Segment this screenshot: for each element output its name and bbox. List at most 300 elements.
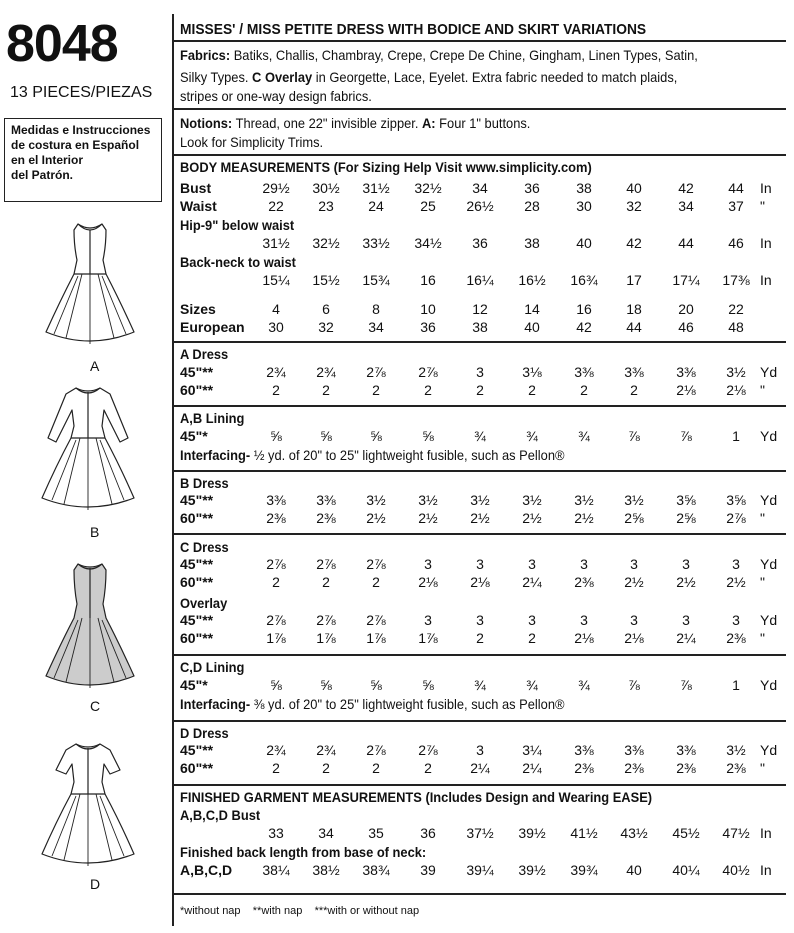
spanish-note-line: en el Interior [11, 153, 84, 167]
table-cell: 2½ [676, 574, 696, 590]
footnote-with-or-without-nap: ***with or without nap [314, 905, 420, 917]
table-cell: 17 [626, 272, 642, 288]
interfacing-text: ⅜ yd. of 20" to 25" lightweight fusible, such as Pellon® [250, 696, 565, 712]
table-cell: 2⅛ [624, 630, 644, 646]
table-cell: 2⅜ [574, 760, 594, 776]
table-cell: 38¼ [262, 862, 290, 878]
table-cell: 15½ [312, 272, 340, 288]
finished-measurements-heading: FINISHED GARMENT MEASUREMENTS (Includes Design and Wearing EASE) [180, 789, 653, 805]
table-cell: 2¾ [316, 742, 336, 758]
table-cell: 3¼ [522, 742, 542, 758]
table-cell: 2 [372, 760, 380, 776]
table-cell: 2⅞ [266, 556, 286, 572]
d-dress-label: D Dress [180, 725, 229, 741]
unit-label: Yd [760, 364, 778, 380]
table-cell: 2½ [470, 510, 490, 526]
cd-interfacing-line [180, 696, 564, 712]
table-cell: 39 [420, 862, 436, 878]
c-dress-label: C Dress [180, 539, 229, 555]
table-cell: ⅞ [680, 428, 692, 444]
table-cell: 17¼ [672, 272, 700, 288]
hip-row [180, 235, 786, 251]
table-cell: 3⅝ [726, 492, 746, 508]
table-cell: 39½ [518, 825, 546, 841]
divider [174, 720, 786, 722]
table-cell: ¾ [474, 428, 486, 444]
fabrics-line-3: stripes or one-way design fabrics. [180, 88, 372, 104]
unit-label: Yd [760, 428, 778, 444]
table-cell: 39½ [518, 862, 546, 878]
notions-label: Notions: [180, 115, 233, 131]
table-cell: 38 [576, 180, 592, 196]
table-cell: 16½ [518, 272, 546, 288]
table-cell: ⅝ [422, 428, 434, 444]
table-cell: 3½ [366, 492, 386, 508]
overlay-section-label: Overlay [180, 595, 228, 611]
table-cell: 2 [476, 382, 484, 398]
fabrics-line-2 [180, 69, 677, 85]
table-cell: 3 [424, 612, 432, 628]
table-cell: 2¾ [266, 742, 286, 758]
b-dress-45-row [180, 492, 786, 508]
table-cell: 2⅞ [366, 742, 386, 758]
table-cell: 2⅜ [574, 574, 594, 590]
table-cell: 38¾ [362, 862, 390, 878]
b-dress-60-row [180, 510, 786, 526]
table-cell: 37½ [466, 825, 494, 841]
table-cell: 15¾ [362, 272, 390, 288]
table-cell: 2 [476, 630, 484, 646]
notions-line-2: Look for Simplicity Trims. [180, 134, 324, 150]
row-label: 45"** [180, 612, 214, 628]
table-cell: 2 [424, 382, 432, 398]
back-neck-row [180, 272, 786, 288]
row-label: 45"** [180, 556, 214, 572]
table-cell: 3⅜ [574, 742, 594, 758]
table-cell: 2⅛ [470, 574, 490, 590]
interfacing-label: Interfacing- [180, 696, 251, 712]
table-cell: 34½ [414, 235, 442, 251]
table-cell: 2 [272, 382, 280, 398]
table-cell: 38½ [312, 862, 340, 878]
table-cell: 17⅜ [722, 272, 750, 288]
overlay-45-row [180, 612, 786, 628]
table-cell: 2⅛ [676, 382, 696, 398]
view-c-label: C [90, 698, 101, 714]
table-cell: 1⅞ [316, 630, 336, 646]
table-cell: 44 [678, 235, 694, 251]
table-cell: ⅝ [370, 428, 382, 444]
table-cell: 34 [318, 825, 334, 841]
row-label: Bust [180, 180, 212, 196]
table-cell: 3 [682, 556, 690, 572]
table-cell: 15¼ [262, 272, 290, 288]
table-cell: 40 [524, 319, 540, 335]
ab-lining-45-row [180, 428, 786, 444]
table-cell: 2⅛ [574, 630, 594, 646]
table-cell: 44 [626, 319, 642, 335]
table-cell: 40 [576, 235, 592, 251]
table-cell: 3 [476, 556, 484, 572]
fabrics-text: Batiks, Challis, Chambray, Crepe, Crepe De Chine, Gingham, Linen Types, Satin, [230, 47, 698, 63]
dress-view-c-illustration [44, 558, 136, 698]
interfacing-text: ½ yd. of 20" to 25" lightweight fusible, such as Pellon® [250, 447, 565, 463]
table-cell: 16 [576, 301, 592, 317]
unit-label: " [760, 510, 765, 526]
table-cell: 16 [420, 272, 436, 288]
unit-label: " [760, 760, 765, 776]
table-cell: 38 [472, 319, 488, 335]
table-cell: 35 [368, 825, 384, 841]
dress-view-d-illustration [40, 736, 136, 876]
table-cell: 40 [626, 862, 642, 878]
table-cell: ¾ [474, 677, 486, 693]
row-label: 60"** [180, 760, 214, 776]
unit-label: Yd [760, 677, 778, 693]
row-label: Waist [180, 198, 217, 214]
row-label: 60"** [180, 510, 214, 526]
table-cell: 2⅜ [726, 760, 746, 776]
table-cell: 42 [576, 319, 592, 335]
dress-view-a-illustration [44, 216, 136, 356]
body-measurements-heading: BODY MEASUREMENTS (For Sizing Help Visit www.simplicity.com) [180, 159, 592, 175]
table-cell: 2 [372, 574, 380, 590]
table-cell: ⅝ [370, 677, 382, 693]
table-cell: 22 [728, 301, 744, 317]
waist-row [180, 198, 786, 214]
table-cell: 1 [732, 677, 740, 693]
fabrics-label: Fabrics: [180, 47, 231, 63]
table-cell: 16¾ [570, 272, 598, 288]
table-cell: 3⅜ [676, 742, 696, 758]
divider [174, 341, 786, 343]
table-cell: 48 [728, 319, 744, 335]
table-cell: 3½ [726, 364, 746, 380]
table-cell: 2 [322, 574, 330, 590]
table-cell: 2¾ [316, 364, 336, 380]
table-cell: 42 [626, 235, 642, 251]
table-cell: 2⅜ [624, 760, 644, 776]
table-cell: 2⅞ [266, 612, 286, 628]
divider [174, 154, 786, 156]
table-cell: 39¼ [466, 862, 494, 878]
table-cell: 3½ [418, 492, 438, 508]
table-cell: 2 [528, 630, 536, 646]
table-cell: 12 [472, 301, 488, 317]
divider [174, 108, 786, 110]
table-cell: ¾ [526, 677, 538, 693]
table-cell: 46 [678, 319, 694, 335]
table-cell: 3⅜ [316, 492, 336, 508]
table-cell: 2⅞ [366, 364, 386, 380]
a-dress-label: A Dress [180, 346, 229, 362]
table-cell: 33 [268, 825, 284, 841]
table-cell: 2⅝ [676, 510, 696, 526]
table-cell: 40¼ [672, 862, 700, 878]
a-dress-60-row [180, 382, 786, 398]
table-cell: 2 [528, 382, 536, 398]
cd-lining-label: C,D Lining [180, 659, 245, 675]
divider [174, 470, 786, 472]
table-cell: 2⅜ [726, 630, 746, 646]
unit-label: Yd [760, 556, 778, 572]
row-label: 60"** [180, 382, 214, 398]
table-cell: 47½ [722, 825, 750, 841]
view-b-label: B [90, 524, 100, 540]
unit-label: In [760, 235, 772, 251]
unit-label: Yd [760, 612, 778, 628]
notions-line-1 [180, 115, 530, 131]
table-cell: 44 [728, 180, 744, 196]
table-cell: 40½ [722, 862, 750, 878]
c-dress-60-row [180, 574, 786, 590]
divider [174, 654, 786, 656]
a-dress-45-row [180, 364, 786, 380]
back-neck-label: Back-neck to waist [180, 254, 296, 270]
table-cell: 16¼ [466, 272, 494, 288]
table-cell: 3 [630, 612, 638, 628]
table-cell: ⅝ [320, 428, 332, 444]
table-cell: 45½ [672, 825, 700, 841]
row-label: European [180, 319, 245, 335]
table-cell: 28 [524, 198, 540, 214]
table-cell: 3 [476, 612, 484, 628]
unit-label: Yd [760, 492, 778, 508]
finished-bust-row [180, 825, 786, 841]
table-cell: 3⅜ [266, 492, 286, 508]
table-cell: 2⅞ [316, 612, 336, 628]
table-cell: 1⅞ [418, 630, 438, 646]
finished-back-row [180, 862, 786, 878]
overlay-60-row [180, 630, 786, 646]
notions-a-label: A: [422, 115, 436, 131]
table-cell: 30 [576, 198, 592, 214]
table-cell: ⅝ [422, 677, 434, 693]
table-cell: 2½ [574, 510, 594, 526]
row-label: 45"** [180, 492, 214, 508]
table-cell: 36 [472, 235, 488, 251]
fabrics-text: in Georgette, Lace, Eyelet. Extra fabric needed to match plaids, [312, 69, 678, 85]
table-cell: 3⅛ [522, 364, 542, 380]
view-a-label: A [90, 358, 100, 374]
fabrics-line-1 [180, 47, 698, 63]
table-cell: 2⅛ [418, 574, 438, 590]
table-cell: 3 [682, 612, 690, 628]
table-cell: 40 [626, 180, 642, 196]
divider [174, 784, 786, 786]
fabrics-text: Silky Types. [180, 69, 253, 85]
table-cell: 2 [272, 760, 280, 776]
table-cell: 2⅝ [624, 510, 644, 526]
table-cell: 3½ [470, 492, 490, 508]
table-cell: 3 [630, 556, 638, 572]
unit-label: In [760, 862, 772, 878]
spanish-note-box [4, 118, 162, 202]
spanish-note-line: de costura en Español [11, 138, 140, 152]
table-cell: 30½ [312, 180, 340, 196]
table-cell: 3⅝ [676, 492, 696, 508]
table-cell: 33½ [362, 235, 390, 251]
sizes-row [180, 301, 786, 317]
unit-label: In [760, 825, 772, 841]
table-cell: 2½ [624, 574, 644, 590]
table-cell: 1 [732, 428, 740, 444]
notions-text: Thread, one 22" invisible zipper. [232, 115, 423, 131]
footnote-with-nap: **with nap [252, 905, 303, 917]
interfacing-label: Interfacing- [180, 447, 251, 463]
spanish-note-line: del Patrón. [11, 168, 74, 182]
table-cell: 4 [272, 301, 280, 317]
table-cell: 31½ [262, 235, 290, 251]
table-cell: 2 [272, 574, 280, 590]
table-cell: 20 [678, 301, 694, 317]
divider [174, 405, 786, 407]
table-cell: 24 [368, 198, 384, 214]
footnote-without-nap: *without nap [180, 905, 241, 917]
table-cell: 36 [524, 180, 540, 196]
table-cell: 2½ [366, 510, 386, 526]
unit-label: " [760, 574, 765, 590]
row-label: 60"** [180, 630, 214, 646]
row-label: 45"** [180, 742, 214, 758]
c-dress-45-row [180, 556, 786, 572]
table-cell: 2⅜ [266, 510, 286, 526]
table-cell: ⅝ [320, 677, 332, 693]
unit-label: Yd [760, 742, 778, 758]
table-cell: 32 [626, 198, 642, 214]
table-cell: 41½ [570, 825, 598, 841]
table-cell: 23 [318, 198, 334, 214]
table-cell: 3⅜ [676, 364, 696, 380]
table-cell: ⅞ [628, 677, 640, 693]
table-cell: 37 [728, 198, 744, 214]
table-cell: 3½ [726, 742, 746, 758]
table-cell: 43½ [620, 825, 648, 841]
table-cell: 32½ [312, 235, 340, 251]
table-cell: 3 [528, 556, 536, 572]
table-cell: 2 [322, 760, 330, 776]
table-cell: 46 [728, 235, 744, 251]
unit-label: In [760, 272, 772, 288]
table-cell: 39¾ [570, 862, 598, 878]
finished-bust-label: A,B,C,D Bust [180, 807, 261, 823]
table-cell: 42 [678, 180, 694, 196]
table-cell: 2⅞ [418, 742, 438, 758]
row-label: 60"** [180, 574, 214, 590]
unit-label: " [760, 382, 765, 398]
table-cell: 38 [524, 235, 540, 251]
ab-interfacing-line [180, 447, 564, 463]
table-cell: 10 [420, 301, 436, 317]
table-cell: 2⅞ [418, 364, 438, 380]
table-cell: ⅝ [270, 677, 282, 693]
row-label: 45"* [180, 428, 208, 444]
ab-lining-label: A,B Lining [180, 410, 245, 426]
table-cell: 22 [268, 198, 284, 214]
table-cell: 34 [368, 319, 384, 335]
table-cell: 3 [424, 556, 432, 572]
pieces-count: 13 PIECES/PIEZAS [10, 84, 153, 101]
row-label: 45"** [180, 364, 214, 380]
table-cell: 2½ [418, 510, 438, 526]
b-dress-label: B Dress [180, 475, 229, 491]
table-cell: 32½ [414, 180, 442, 196]
divider [174, 40, 786, 42]
finished-back-heading: Finished back length from base of neck: [180, 844, 427, 860]
table-cell: 2⅜ [316, 510, 336, 526]
table-cell: 2½ [522, 510, 542, 526]
row-label: 45"* [180, 677, 208, 693]
unit-label: " [760, 630, 765, 646]
table-cell: 1⅞ [366, 630, 386, 646]
table-cell: ¾ [526, 428, 538, 444]
pattern-number: 8048 [6, 15, 118, 73]
table-cell: 3½ [574, 492, 594, 508]
dress-view-b-illustration [36, 380, 140, 520]
table-cell: 3 [476, 742, 484, 758]
notions-text: Four 1" buttons. [435, 115, 531, 131]
unit-label: In [760, 180, 772, 196]
d-dress-60-row [180, 760, 786, 776]
row-label: A,B,C,D [180, 862, 233, 878]
view-d-label: D [90, 876, 101, 892]
table-cell: 3 [528, 612, 536, 628]
table-cell: ¾ [578, 428, 590, 444]
table-cell: 3½ [624, 492, 644, 508]
table-cell: 3⅜ [624, 364, 644, 380]
table-cell: 6 [322, 301, 330, 317]
table-cell: 32 [318, 319, 334, 335]
table-cell: 25 [420, 198, 436, 214]
spanish-note-line: Medidas e Instrucciones [11, 123, 151, 137]
table-cell: 2¼ [470, 760, 490, 776]
hip-label: Hip-9" below waist [180, 217, 295, 233]
table-cell: 36 [420, 825, 436, 841]
table-cell: 2 [580, 382, 588, 398]
table-cell: ⅝ [270, 428, 282, 444]
table-cell: 29½ [262, 180, 290, 196]
row-label: Sizes [180, 301, 216, 317]
table-cell: 18 [626, 301, 642, 317]
table-cell: 3 [580, 612, 588, 628]
bust-row [180, 180, 786, 196]
d-dress-45-row [180, 742, 786, 758]
table-cell: 2⅞ [726, 510, 746, 526]
table-cell: 2 [372, 382, 380, 398]
table-cell: 3⅜ [574, 364, 594, 380]
table-cell: 2¼ [522, 760, 542, 776]
table-cell: 2⅜ [676, 760, 696, 776]
table-cell: 2⅞ [316, 556, 336, 572]
table-cell: 3⅜ [624, 742, 644, 758]
pattern-title: MISSES' / MISS PETITE DRESS WITH BODICE AND SKIRT VARIATIONS [180, 21, 647, 38]
divider [174, 893, 786, 895]
table-cell: 31½ [362, 180, 390, 196]
table-cell: 30 [268, 319, 284, 335]
table-cell: 2⅛ [726, 382, 746, 398]
table-cell: 8 [372, 301, 380, 317]
table-cell: ⅞ [680, 677, 692, 693]
table-cell: 34 [678, 198, 694, 214]
overlay-label: C Overlay [252, 69, 313, 85]
table-cell: 3½ [522, 492, 542, 508]
divider [174, 533, 786, 535]
table-cell: 2½ [726, 574, 746, 590]
table-cell: 34 [472, 180, 488, 196]
table-cell: 2⅞ [366, 612, 386, 628]
table-cell: 2 [322, 382, 330, 398]
table-cell: 2¼ [522, 574, 542, 590]
